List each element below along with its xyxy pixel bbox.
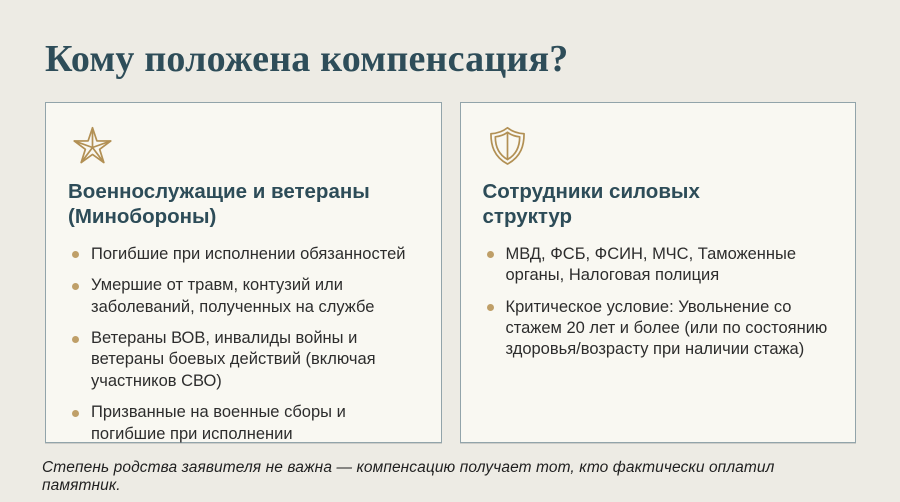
list-item: Призванные на военные сборы и погибшие при исполнении bbox=[68, 402, 419, 445]
list-item: МВД, ФСБ, ФСИН, МЧС, Таможенные органы, Налоговая полиция bbox=[483, 244, 834, 287]
bullet-list bbox=[483, 244, 834, 361]
list-item: Умершие от травм, контузий или заболеваний, полученных на службе bbox=[68, 275, 419, 318]
card-heading: Сотрудники силовых структур bbox=[482, 179, 700, 228]
star-icon bbox=[69, 124, 419, 171]
card-heading: Военнослужащие и ветераны (Минобороны) bbox=[68, 179, 370, 228]
footnote: Степень родства заявителя не важна — компенсацию получает тот, кто фактически оплатил памятник. bbox=[42, 458, 775, 494]
cards-row bbox=[45, 102, 856, 443]
list-item: Критическое условие: Увольнение со стажем 20 лет и более (или по состоянию здоровья/возрасту при наличии стажа) bbox=[483, 297, 834, 361]
card-security-services bbox=[460, 102, 857, 443]
shield-icon bbox=[484, 124, 834, 171]
list-item: Погибшие при исполнении обязанностей bbox=[68, 244, 419, 265]
list-item: Ветераны ВОВ, инвалиды войны и ветераны боевых действий (включая участников СВО) bbox=[68, 328, 419, 392]
page-title: Кому положена компенсация? bbox=[45, 38, 569, 80]
card-military-veterans bbox=[45, 102, 442, 443]
bullet-list bbox=[68, 244, 419, 446]
